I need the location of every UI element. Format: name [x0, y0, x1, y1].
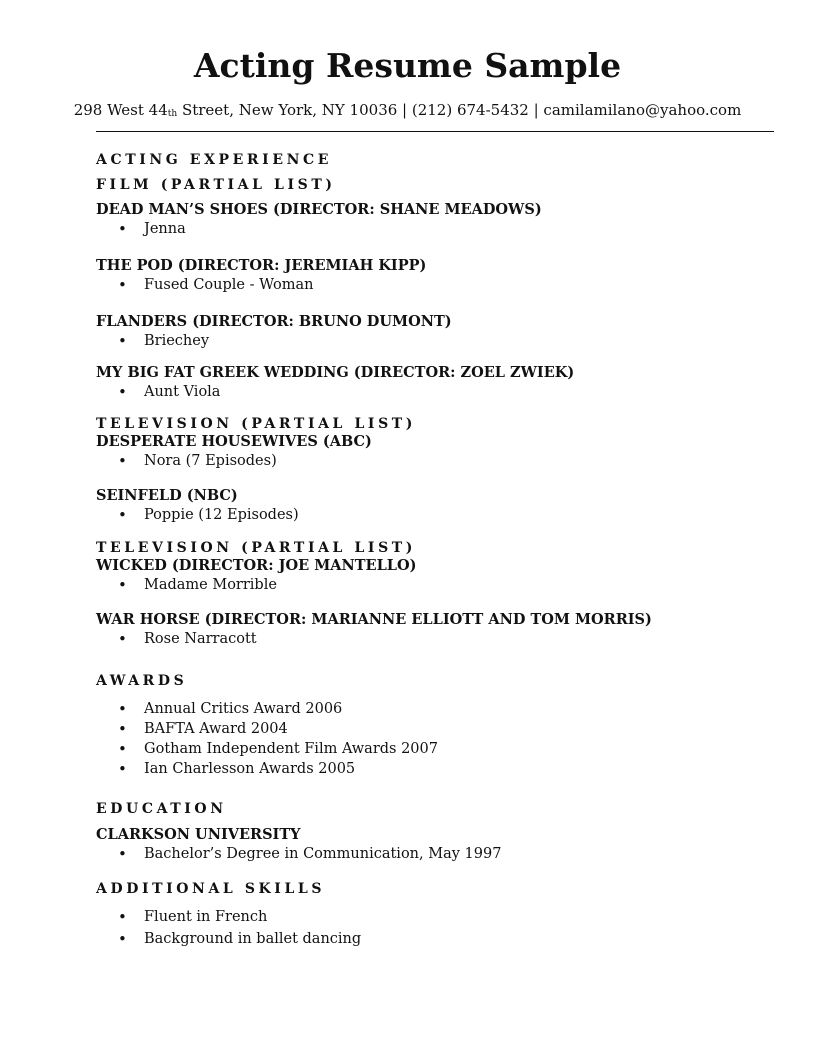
television-role: • Poppie (12 Episodes) — [96, 505, 786, 525]
resume-title: Acting Resume Sample — [193, 46, 622, 85]
television-title: DESPERATE HOUSEWIVES (ABC) — [96, 433, 372, 450]
degree-item: • Bachelor’s Degree in Communication, May 1997 — [96, 844, 786, 864]
theatre-role: • Madame Morrible — [96, 575, 786, 595]
film-title: DEAD MAN’S SHOES (DIRECTOR: SHANE MEADOWS) — [96, 201, 542, 218]
section-heading-awards: AWARDS — [96, 673, 188, 689]
television-title: SEINFELD (NBC) — [96, 487, 238, 504]
film-title: FLANDERS (DIRECTOR: BRUNO DUMONT) — [96, 313, 452, 330]
film-role-list — [96, 275, 786, 295]
television-role-list — [96, 451, 786, 471]
subsection-heading-theatre: TELEVISION (PARTIAL LIST) — [96, 540, 417, 556]
film-role-list — [96, 219, 786, 239]
film-title: THE POD (DIRECTOR: JEREMIAH KIPP) — [96, 257, 427, 274]
address-ordinal-suffix: th — [167, 109, 178, 119]
film-role-list — [96, 382, 786, 402]
header-divider — [96, 131, 774, 132]
awards-list — [96, 699, 786, 779]
film-role: • Aunt Viola — [96, 382, 786, 402]
section-heading-additional-skills: ADDITIONAL SKILLS — [96, 881, 326, 897]
resume-body — [96, 152, 786, 949]
film-role: • Briechey — [96, 331, 786, 351]
contact-line — [0, 100, 815, 124]
television-role-list — [96, 505, 786, 525]
television-role: • Nora (7 Episodes) — [96, 451, 786, 471]
section-heading-acting-experience: ACTING EXPERIENCE — [96, 152, 332, 168]
theatre-role-list — [96, 629, 786, 649]
skills-list — [96, 907, 786, 949]
school-name: CLARKSON UNIVERSITY — [96, 826, 301, 843]
subsection-heading-television: TELEVISION (PARTIAL LIST) — [96, 416, 417, 432]
address-part-1: 298 West 44 — [73, 101, 168, 119]
subsection-heading-film: FILM (PARTIAL LIST) — [96, 177, 336, 193]
film-title: MY BIG FAT GREEK WEDDING (DIRECTOR: ZOEL ZWIEK) — [96, 364, 575, 381]
award-item: • BAFTA Award 2004 — [96, 719, 786, 739]
theatre-role-list — [96, 575, 786, 595]
award-item: • Annual Critics Award 2006 — [96, 699, 786, 719]
film-role: • Jenna — [96, 219, 786, 239]
address-part-2: Street, New York, NY 10036 | (212) 674-5432 | camilamilano@yahoo.com — [177, 101, 742, 119]
award-item: • Gotham Independent Film Awards 2007 — [96, 739, 786, 759]
film-role: • Fused Couple - Woman — [96, 275, 786, 295]
theatre-title: WICKED (DIRECTOR: JOE MANTELLO) — [96, 557, 417, 574]
theatre-title: WAR HORSE (DIRECTOR: MARIANNE ELLIOTT AND TOM MORRIS) — [96, 611, 652, 628]
skill-item: • Fluent in French — [96, 907, 786, 927]
theatre-role: • Rose Narracott — [96, 629, 786, 649]
award-item: • Ian Charlesson Awards 2005 — [96, 759, 786, 779]
education-list — [96, 844, 786, 864]
section-heading-education: EDUCATION — [96, 801, 227, 817]
skill-item: • Background in ballet dancing — [96, 929, 786, 949]
film-role-list — [96, 331, 786, 351]
